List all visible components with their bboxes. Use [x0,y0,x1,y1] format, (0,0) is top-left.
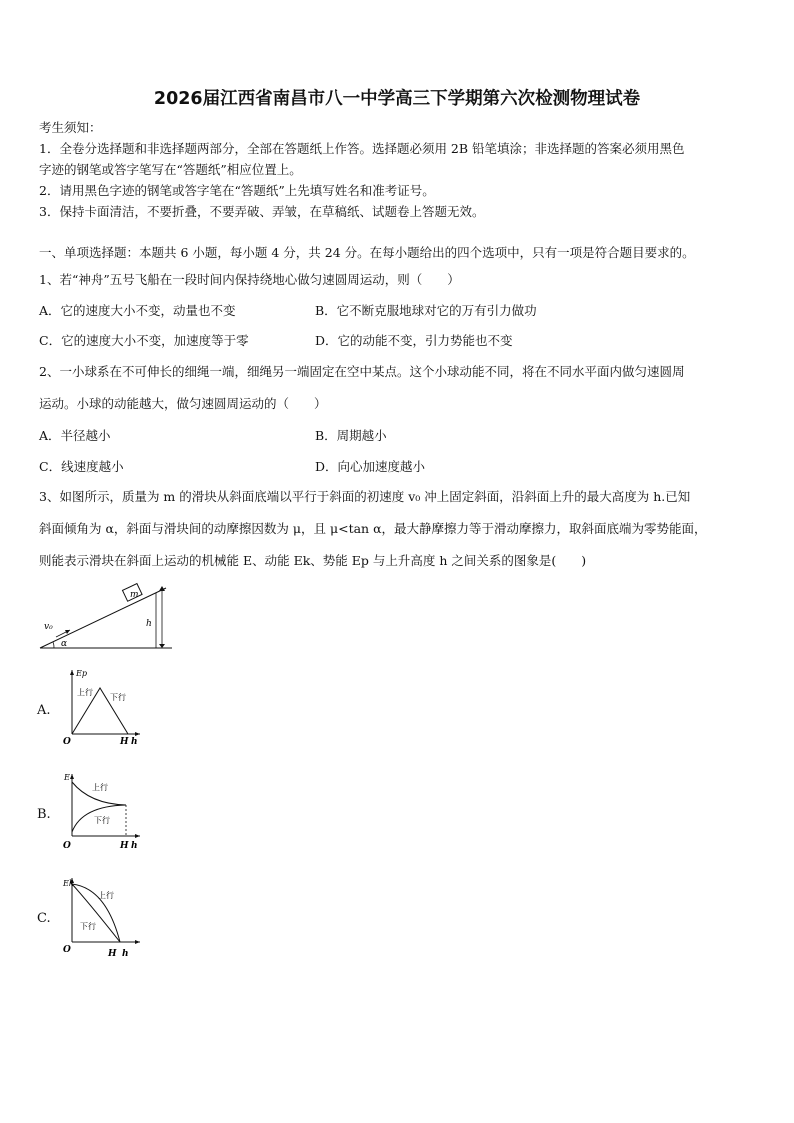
angle-label: α [61,639,68,649]
notice-line-3: 2．请用黑色字迹的钢笔或答字笔在“答题纸”上先填写姓名和准考证号。 [39,183,435,198]
q1-option-b: B．它不断克服地球对它的万有引力做功 [315,303,537,318]
graph-b-x: h [131,841,138,851]
q2-option-b: B．周期越小 [315,428,387,443]
block-label: m [130,590,139,600]
q1-option-d: D．它的动能不变，引力势能也不变 [315,333,513,348]
graph-b-H: H [120,841,129,851]
graph-a-x: h [131,737,138,747]
graph-b [60,770,144,852]
graph-c-up: 上行 [98,891,114,900]
q1-option-c: C．它的速度大小不变，加速度等于零 [39,333,249,348]
notice-line-4: 3．保持卡面清洁，不要折叠，不要弄破、弄皱，在草稿纸、试题卷上答题无效。 [39,204,485,219]
notice-line-2: 字迹的钢笔或答字笔写在“答题纸”相应位置上。 [39,162,302,177]
q2-option-c: C．线速度越小 [39,459,124,474]
graph-a [60,666,144,748]
graph-c-H: H [108,949,117,959]
graph-a-up: 上行 [77,688,93,697]
graph-c [60,874,144,964]
q2-option-d: D．向心加速度越小 [315,459,426,474]
incline-figure [36,582,176,652]
graph-a-origin: O [63,737,71,747]
q2-stem-line2: 运动。小球的动能越大，做匀速圆周运动的（ ） [39,396,327,411]
q2-stem-line1: 2、一小球系在不可伸长的细绳一端，细绳另一端固定在空中某点。这个小球动能不同，将在不同水平面内做匀速圆周 [39,364,685,379]
q1-option-a: A．它的速度大小不变，动量也不变 [39,303,236,318]
graph-c-x: h [122,949,129,959]
notice-heading: 考生须知： [39,120,102,135]
page-title: 2026届江西省南昌市八一中学高三下学期第六次检测物理试卷 [153,89,641,109]
graph-c-ylabel: Ek [63,879,74,888]
graph-c-origin: O [63,945,71,955]
graph-a-ylabel: Ep [76,669,87,678]
v0-label: v₀ [44,622,53,632]
notice-line-1: 1．全卷分选择题和非选择题两部分，全部在答题纸上作答。选择题必须用 2B 铅笔填涂；非选择题的答案必须用黑色 [39,141,685,156]
graph-a-down: 下行 [110,693,126,702]
graph-b-up: 上行 [92,783,108,792]
graph-b-label: B. [37,807,51,822]
q3-stem-line2: 斜面倾角为 α，斜面与滑块间的动摩擦因数为 μ，且 μ<tan α，最大静摩擦力等于滑动摩擦力，取斜面底端为零势能面， [39,521,707,536]
section-heading: 一、单项选择题：本题共 6 小题，每小题 4 分，共 24 分。在每小题给出的四个选项中，只有一项是符合题目要求的。 [39,245,695,260]
q2-option-a: A．半径越小 [39,428,111,443]
graph-a-label: A. [37,703,51,718]
graph-a-H: H [120,737,129,747]
graph-b-origin: O [63,841,71,851]
graph-c-label: C. [37,911,51,926]
graph-c-down: 下行 [80,922,96,931]
height-label: h [146,619,152,629]
q3-stem-line3: 则能表示滑块在斜面上运动的机械能 E、动能 Ek、势能 Ep 与上升高度 h 之间关系的图象是( ) [39,553,587,568]
q3-stem-line1: 3、如图所示，质量为 m 的滑块从斜面底端以平行于斜面的初速度 v₀ 冲上固定斜面，沿斜面上升的最大高度为 h.已知 [39,489,691,504]
graph-b-down: 下行 [94,816,110,825]
graph-b-ylabel: E [64,773,70,782]
q1-stem: 1、若“神舟”五号飞船在一段时间内保持绕地心做匀速圆周运动，则（ ） [39,272,460,287]
